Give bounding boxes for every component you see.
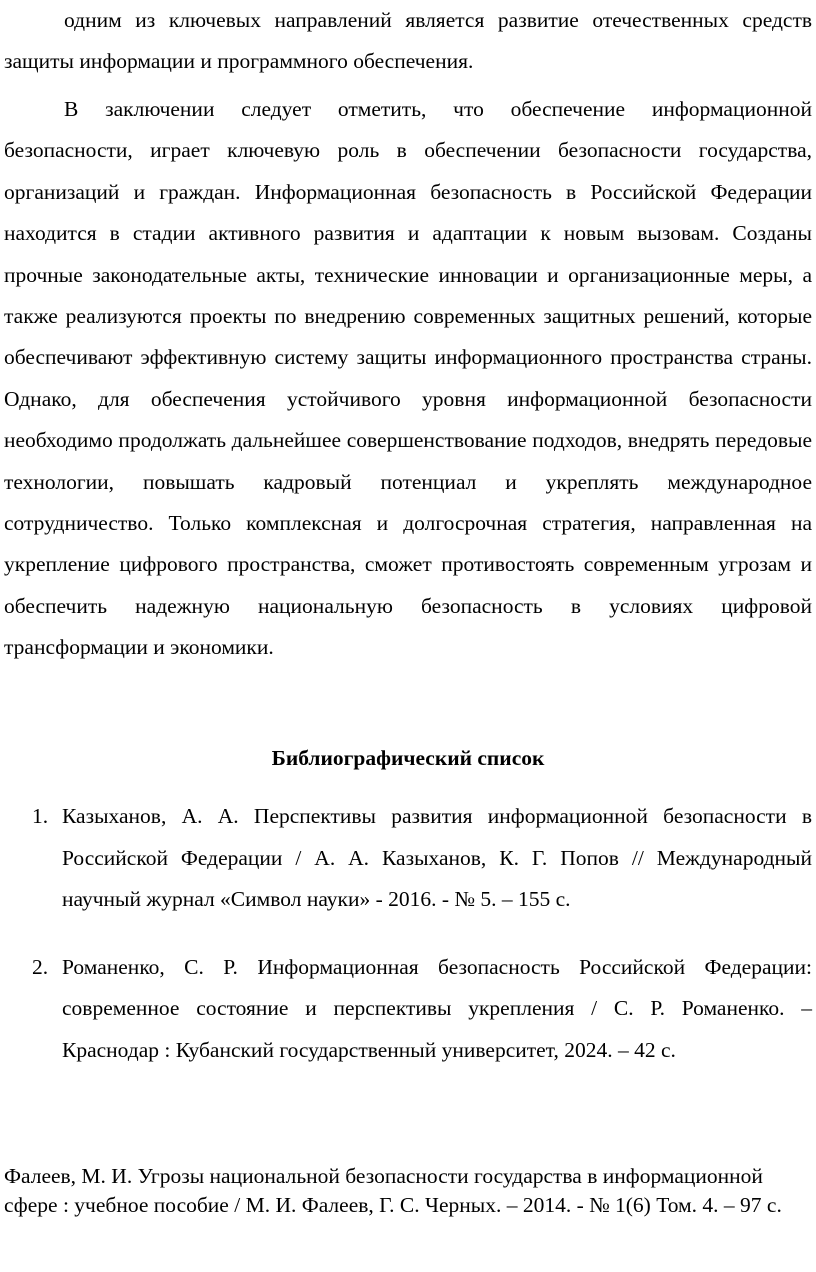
bibliography-item-1	[0, 796, 816, 921]
bibliography-heading: Библиографический список	[271, 746, 545, 770]
bibliography-list	[0, 796, 816, 1071]
bibliography-item-unnumbered: Фалеев, М. И. Угрозы национальной безопасности государства в информационной сфере : учебное пособие / М. И. Фалеев, Г. С. Черных. – 2014. - № 1(6) Том. 4. – 97 с.	[4, 1164, 782, 1217]
paragraph-intro-continuation: одним из ключевых направлений является развитие отечественных средств защиты информации и программного обеспечения.	[4, 8, 812, 74]
bibliography-item-number: 2.	[32, 954, 49, 979]
bibliography-item-text: Романенко, С. Р. Информационная безопасность Российской Федерации: современное состояние и перспективы укрепления / С. Р. Романенко. – Краснодар : Кубанский государственный университет, 2024. – 42 с.	[62, 954, 812, 1062]
paragraph-conclusion: В заключении следует отметить, что обеспечение информационной безопасности, играет ключевую роль в обеспечении безопасности государства, организаций и граждан. Информационная безопасность в Российской Федерации находится в стадии активного развития и адаптации к новым вызовам. Созданы прочные законодательные акты, технические инновации и организационные меры, а также реализуются проекты по внедрению современных защитных решений, которые обеспечивают эффективную систему защиты информационного пространства страны. Однако, для обеспечения устойчивого уровня информационной безопасности необходимо продолжать дальнейшее совершенствование подходов, внедрять передовые технологии, повышать кадровый потенциал и укреплять международное сотрудничество. Только комплексная и долгосрочная стратегия, направленная на укрепление цифрового пространства, сможет противостоять современным угрозам и обеспечить надежную национальную безопасность в условиях цифровой трансформации и экономики.	[4, 97, 812, 660]
bibliography-item-text: Казыханов, А. А. Перспективы развития информационной безопасности в Российской Федерации / А. А. Казыханов, К. Г. Попов // Международный научный журнал «Символ науки» - 2016. - № 5. – 155 с.	[62, 804, 812, 911]
bibliography-item-2	[0, 947, 816, 1072]
bibliography-item-number: 1.	[32, 804, 49, 828]
